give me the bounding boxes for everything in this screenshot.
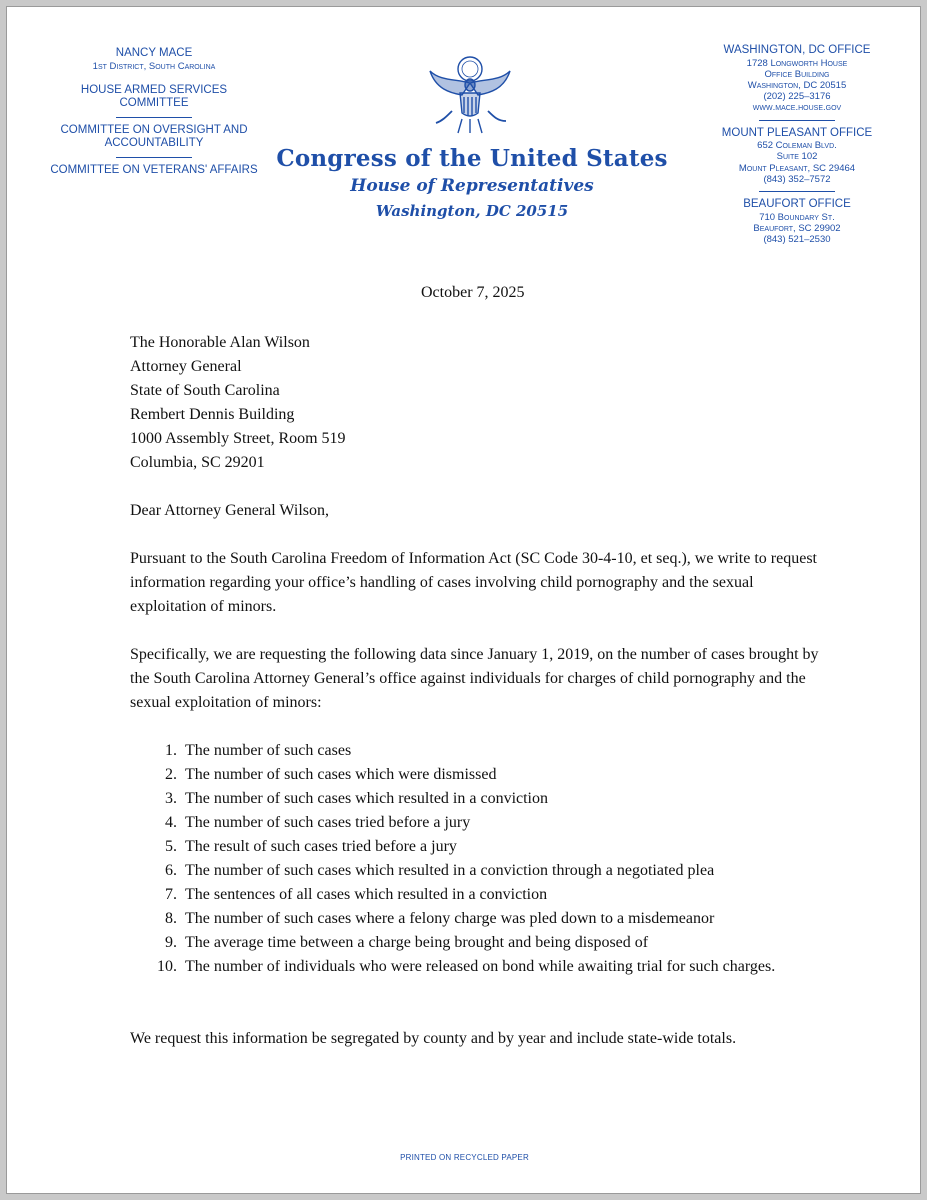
list-item: [135, 763, 815, 787]
address-line: Columbia, SC 29201: [130, 454, 265, 471]
list-number: 5.: [165, 838, 177, 855]
list-text: The average time between a charge being brought and being disposed of: [185, 934, 649, 951]
committee-veterans: COMMITTEE ON VETERANS' AFFAIRS: [50, 164, 258, 177]
recycled-paper-note: PRINTED ON RECYCLED PAPER: [400, 1153, 529, 1162]
list-item: [135, 835, 815, 859]
mp-office-title: MOUNT PLEASANT OFFICE: [721, 126, 873, 139]
address-line: State of South Carolina: [130, 382, 280, 399]
address-line: Rembert Dennis Building: [130, 406, 295, 423]
letter-page: [6, 6, 921, 1194]
website: www.mace.house.gov: [752, 102, 842, 114]
bf-office-title: BEAUFORT OFFICE: [743, 197, 851, 210]
committee-armed-services: HOUSE ARMED SERVICES COMMITTEE: [80, 83, 228, 110]
list-number: 2.: [165, 766, 177, 783]
paragraph-request: Specifically, we are requesting the following data since January 1, 2019, on the number of cases brought by the South Carolina Attorney General’s office against individuals for charges of child pornography and the sexual exploitation of minors:: [130, 646, 819, 711]
divider: [759, 191, 835, 192]
recipient-address: [130, 331, 346, 475]
washington-line: Washington, DC 20515: [375, 202, 569, 220]
list-text: The number of such cases where a felony charge was pled down to a misdemeanor: [185, 910, 715, 927]
mp-office-line: Mount Pleasant, SC 29464: [738, 162, 856, 174]
list-text: The number of such cases: [185, 742, 352, 759]
member-name: NANCY MACE: [115, 47, 193, 59]
list-text: The number of such cases tried before a jury: [185, 814, 471, 831]
great-seal-icon: [426, 49, 514, 137]
paragraph-intro: Pursuant to the South Carolina Freedom of Information Act (SC Code 30-4-10, et seq.), we write to request information regarding your office’s handling of cases involving child pornography and the sexual exploitation of minors.: [130, 550, 817, 615]
list-text: The number of such cases which were dismissed: [185, 766, 497, 783]
member-district: 1st District, South Carolina: [92, 60, 216, 72]
list-text: The sentences of all cases which resulted in a conviction: [185, 886, 548, 903]
paragraph-closing: We request this information be segregated by county and by year and include state-wide totals.: [130, 1030, 737, 1047]
request-list: [135, 739, 815, 979]
list-number: 8.: [165, 910, 177, 927]
letterhead-left: [49, 47, 259, 178]
house-title: House of Representatives: [350, 176, 594, 196]
list-text: The result of such cases tried before a jury: [185, 838, 457, 855]
list-text: The number of such cases which resulted in a conviction through a negotiated plea: [185, 862, 715, 879]
mp-office-phone: (843) 352–7572: [763, 173, 831, 185]
list-item: [135, 739, 815, 763]
list-number: 1.: [165, 742, 177, 759]
divider: [116, 157, 192, 158]
list-number: 7.: [165, 886, 177, 903]
list-item: [135, 907, 815, 931]
divider: [759, 120, 835, 121]
list-number: 9.: [165, 934, 177, 951]
list-item: [135, 883, 815, 907]
letterhead-title: [257, 145, 687, 220]
letter-date: October 7, 2025: [421, 284, 525, 301]
list-text: The number of individuals who were released on bond while awaiting trial for such charges.: [185, 958, 776, 975]
list-item: [135, 955, 815, 979]
dc-office-phone: (202) 225–3176: [763, 91, 831, 103]
salutation: Dear Attorney General Wilson,: [130, 502, 329, 519]
list-item: [135, 811, 815, 835]
list-number: 10.: [157, 958, 177, 975]
dc-office-line: Office Building: [764, 68, 830, 80]
address-line: The Honorable Alan Wilson: [130, 334, 310, 351]
address-line: Attorney General: [130, 358, 242, 375]
committee-oversight: COMMITTEE ON OVERSIGHT AND ACCOUNTABILITY: [60, 123, 248, 150]
bf-office-line: 710 Boundary St.: [759, 211, 835, 223]
list-item: [135, 859, 815, 883]
list-number: 6.: [165, 862, 177, 879]
dc-office-title: WASHINGTON, DC OFFICE: [723, 44, 871, 56]
bf-office-phone: (843) 521–2530: [763, 233, 831, 245]
list-text: The number of such cases which resulted in a conviction: [185, 790, 548, 807]
bf-office-line: Beaufort, SC 29902: [753, 222, 841, 234]
list-number: 4.: [165, 814, 177, 831]
dc-office-line: 1728 Longworth House: [746, 57, 848, 69]
mp-office-line: Suite 102: [776, 151, 818, 163]
mp-office-line: 652 Coleman Blvd.: [757, 140, 837, 152]
list-item: [135, 931, 815, 955]
divider: [116, 117, 192, 118]
letterhead-right: [707, 44, 887, 245]
list-number: 3.: [165, 790, 177, 807]
list-item: [135, 787, 815, 811]
address-line: 1000 Assembly Street, Room 519: [130, 430, 346, 447]
dc-office-line: Washington, DC 20515: [747, 79, 847, 91]
congress-title: Congress of the United States: [276, 145, 668, 172]
